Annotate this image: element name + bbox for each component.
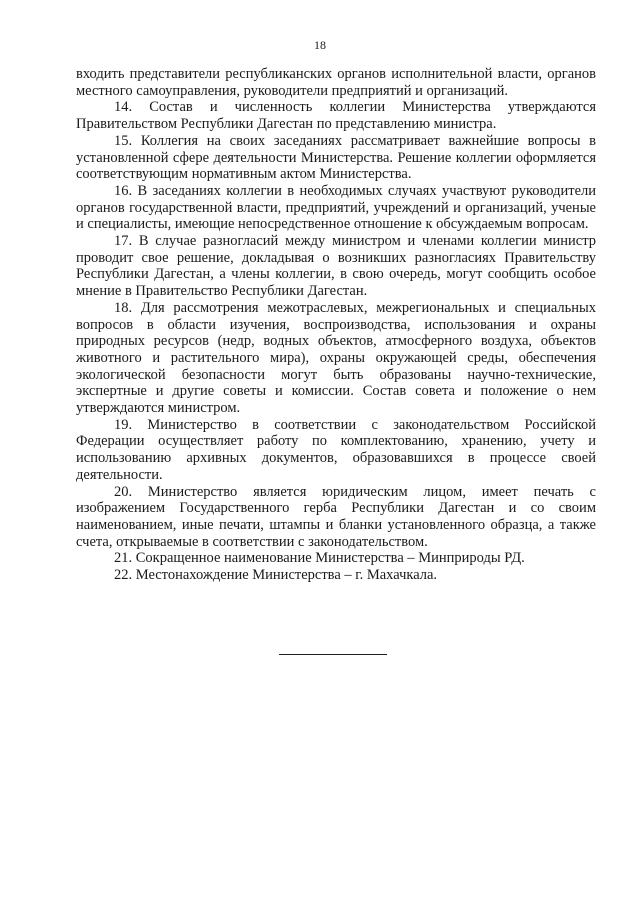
paragraph-continuation: входить представители республиканских органов исполнительной власти, органов местного самоуправления, руководители предприятий и организаций. [76,66,596,99]
paragraph-19: 19. Министерство в соответствии с законодательством Российской Федерации осуществляет работу по комплектованию, хранению, учету и использованию архивных документов, образовавшихся в процессе своей деятельности. [76,416,596,483]
closing-rule [279,654,387,655]
paragraph-16: 16. В заседаниях коллегии в необходимых случаях участвуют руководители органов государственной власти, предприятий, учреждений и организаций, ученые и специалисты, имеющие непосредственное отношение к обсуждаемым вопросам. [76,182,596,233]
paragraph-15: 15. Коллегия на своих заседаниях рассматривает важнейшие вопросы в установленной сфере деятельности Министерства. Решение коллегии оформляется соответствующим нормативным актом Министерства. [76,132,596,183]
paragraph-20: 20. Министерство является юридическим лицом, имеет печать с изображением Государственного герба Республики Дагестан и со своим наименованием, иные печати, штампы и бланки установленного образца, а также счета, открываемые в соответствии с законодательством. [76,483,596,550]
paragraph-17: 17. В случае разногласий между министром и членами коллегии министр проводит свое решение, докладывая о возникших разногласиях Правительству Республики Дагестан, а члены коллегии, в свою очередь, могут сообщить особое мнение в Правительство Республики Дагестан. [76,233,596,300]
paragraph-21: 21. Сокращенное наименование Министерства – Минприроды РД. [114,550,525,567]
document-body [76,66,596,584]
paragraph-18: 18. Для рассмотрения межотраслевых, межрегиональных и специальных вопросов в области изучения, воспроизводства, использования и охраны природных ресурсов (недр, водных объектов, атмосферного воздуха, объектов животного и растительного мира), охраны окружающей среды, обеспечения экологической безопасности могут быть образованы научно-технические, экспертные и другие советы и комиссии. Состав совета и положение о нем утверждаются министром. [76,299,596,417]
paragraph-14: 14. Состав и численность коллегии Министерства утверждаются Правительством Республики Дагестан по представлению министра. [76,99,596,133]
page-number: 18 [314,38,326,52]
paragraph-22: 22. Местонахождение Министерства – г. Махачкала. [114,567,438,584]
